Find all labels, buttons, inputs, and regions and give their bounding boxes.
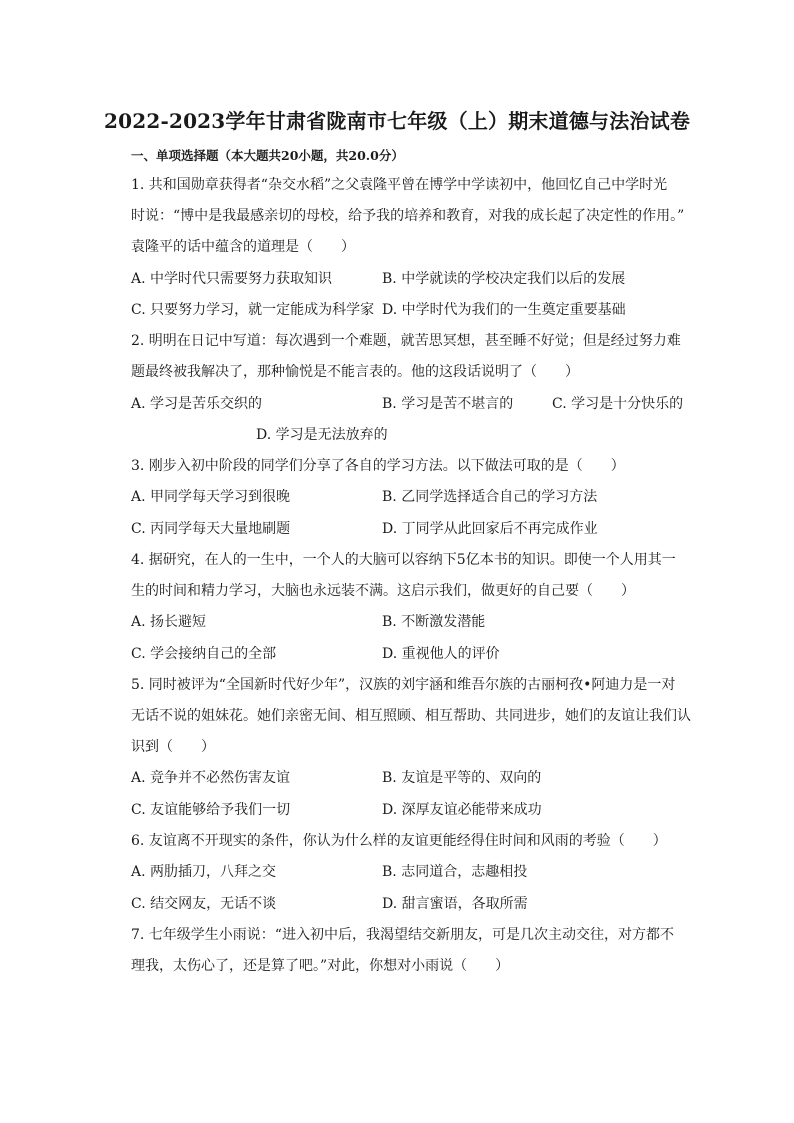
question-6-option-a: A. 两肋插刀，八拜之交	[131, 864, 277, 880]
question-4-stem-line-2: 生的时间和精力学习，大脑也永远装不满。这启示我们，做更好的自己要（ ）	[131, 583, 635, 599]
question-3-option-a: A. 甲同学每天学习到很晚	[131, 489, 291, 505]
question-2-option-b: B. 学习是苦不堪言的	[382, 396, 514, 412]
question-3-option-c: C. 丙同学每天大量地刷题	[131, 521, 291, 537]
question-3-stem-line-1: 3. 刚步入初中阶段的同学们分享了各自的学习方法。以下做法可取的是（ ）	[131, 458, 625, 474]
question-1-stem-line-1: 1. 共和国勋章获得者“杂交水稻”之父袁隆平曾在博学中学读初中，他回忆自己中学时光	[131, 177, 668, 193]
question-2-option-d: D. 学习是无法放弃的	[256, 427, 388, 443]
question-4-option-c: C. 学会接纳自己的全部	[131, 646, 277, 662]
question-5-stem-line-2: 无话不说的姐妹花。她们亲密无间、相互照顾、相互帮助、共同进步，她们的友谊让我们认	[131, 708, 691, 724]
question-1-stem-line-2: 时说：“博中是我最感亲切的母校，给予我的培养和教育，对我的成长起了决定性的作用。”	[131, 208, 685, 224]
question-3-option-d: D. 丁同学从此回家后不再完成作业	[382, 521, 598, 537]
question-5-stem-line-1: 5. 同时被评为“全国新时代好少年”，汉族的刘宇涵和维吾尔族的古丽柯孜•阿迪力是一对	[131, 677, 676, 693]
question-4-option-d: D. 重视他人的评价	[382, 646, 500, 662]
question-2-stem-line-1: 2. 明明在日记中写道：每次遇到一个难题，就苦思冥想，甚至睡不好觉；但是经过努力难	[131, 333, 681, 349]
question-1-option-a: A. 中学时代只需要努力获取知识	[131, 271, 333, 287]
section-heading: 一、单项选择题（本大题共20小题，共20.0分）	[131, 148, 404, 163]
question-3-option-b: B. 乙同学选择适合自己的学习方法	[382, 489, 598, 505]
question-2-option-c: C. 学习是十分快乐的	[552, 396, 684, 412]
question-1-option-c: C. 只要努力学习，就一定能成为科学家	[131, 302, 375, 318]
question-6-option-b: B. 志同道合，志趣相投	[382, 864, 528, 880]
question-5-stem-line-3: 识到（ ）	[131, 739, 215, 755]
question-6-option-d: D. 甜言蜜语，各取所需	[382, 896, 528, 912]
question-5-option-d: D. 深厚友谊必能带来成功	[382, 802, 542, 818]
question-2-stem-line-2: 题最终被我解决了，那种愉悦是不能言表的。他的这段话说明了（ ）	[131, 364, 579, 380]
question-1-option-b: B. 中学就读的学校决定我们以后的发展	[382, 271, 626, 287]
question-5-option-b: B. 友谊是平等的、双向的	[382, 770, 542, 786]
question-4-option-b: B. 不断激发潜能	[382, 614, 486, 630]
question-6-stem-line-1: 6. 友谊离不开现实的条件，你认为什么样的友谊更能经得住时间和风雨的考验（ ）	[131, 833, 667, 849]
question-2-option-a: A. 学习是苦乐交织的	[131, 396, 263, 412]
question-1-option-d: D. 中学时代为我们的一生奠定重要基础	[382, 302, 626, 318]
question-4-stem-line-1: 4. 据研究，在人的一生中，一个人的大脑可以容纳下5亿本书的知识。即使一个人用其一	[131, 552, 676, 568]
question-6-option-c: C. 结交网友，无话不谈	[131, 896, 277, 912]
question-5-option-c: C. 友谊能够给予我们一切	[131, 802, 291, 818]
question-1-stem-line-3: 袁隆平的话中蕴含的道理是（ ）	[131, 239, 355, 255]
question-7-stem-line-1: 7. 七年级学生小雨说：“进入初中后，我渴望结交新朋友，可是几次主动交往，对方都不	[131, 927, 674, 943]
question-7-stem-line-2: 理我，太伤心了，还是算了吧。”对此，你想对小雨说（ ）	[131, 958, 510, 974]
question-5-option-a: A. 竞争并不必然伤害友谊	[131, 770, 291, 786]
question-4-option-a: A. 扬长避短	[131, 614, 207, 630]
exam-title: 2022-2023学年甘肃省陇南市七年级（上）期末道德与法治试卷	[103, 109, 691, 133]
